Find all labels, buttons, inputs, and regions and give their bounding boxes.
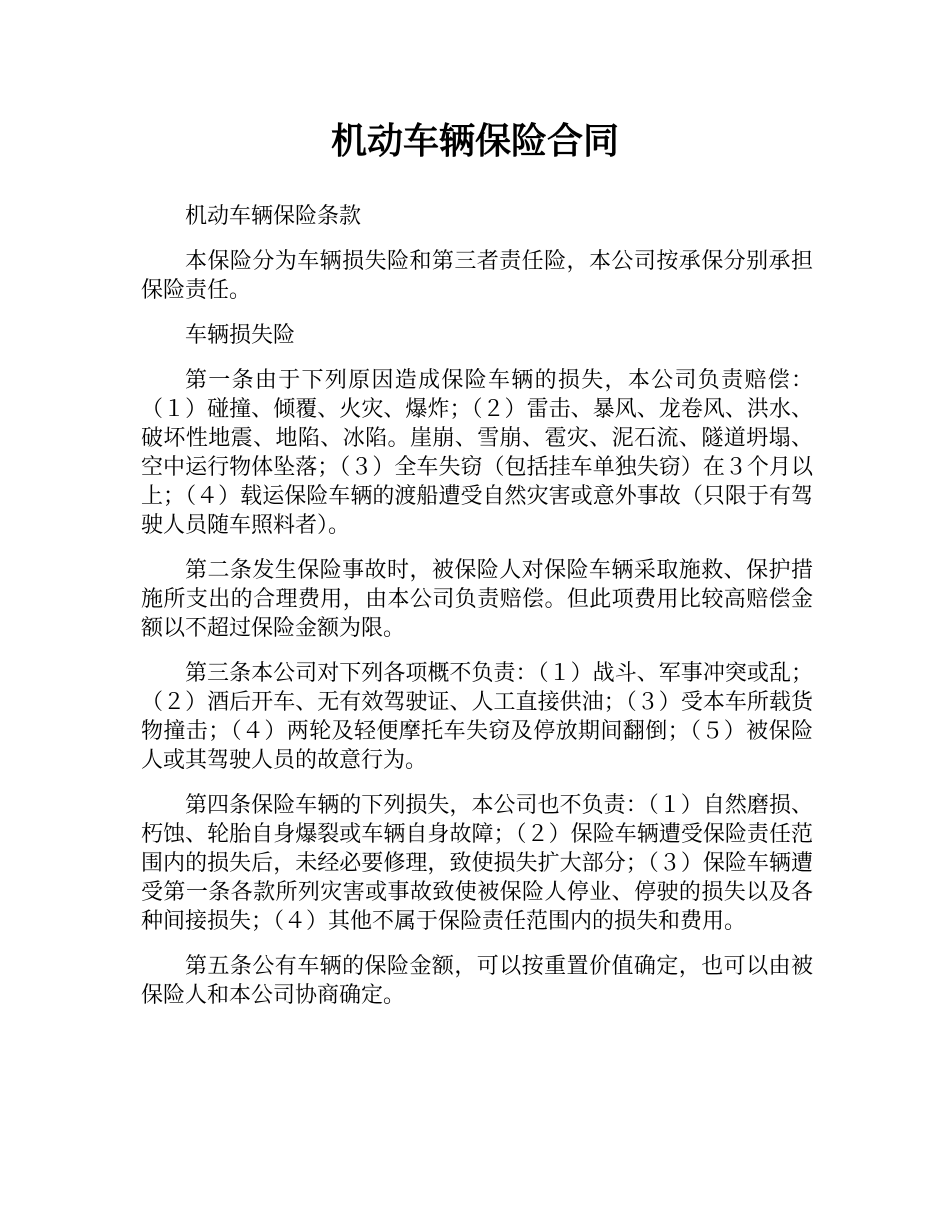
article-3-paragraph: 第三条本公司对下列各项概不负责：（１）战斗、军事冲突或乱；（２）酒后开车、无有效驾驶证、人工直接供油；（３）受本车所载货物撞击；（４）两轮及轻便摩托车失窃及停放期间翻倒；（５）被保险人或其驾驶人员的故意行为。 (141, 661, 813, 773)
section-heading-vehicle-loss: 车辆损失险 (185, 323, 296, 348)
article-2-paragraph: 第二条发生保险事故时，被保险人对保险车辆采取施救、保护措施所支出的合理费用，由本公司负责赔偿。但此项费用比较高赔偿金额以不超过保险金额为限。 (141, 558, 813, 641)
document-body (141, 202, 813, 1026)
article-1-paragraph: 第一条由于下列原因造成保险车辆的损失，本公司负责赔偿：（１）碰撞、倾覆、火灾、爆炸；（２）雷击、暴风、龙卷风、洪水、破坏性地震、地陷、冰陷。崖崩、雪崩、雹灾、泥石流、隧道坍塌、空中运行物体坠落；（３）全车失窃（包括挂车单独失窃）在３个月以上；（４）载运保险车辆的渡船遭受自然灾害或意外事故（只限于有驾驶人员随车照料者）。 (141, 368, 813, 538)
article-5-paragraph: 第五条公有车辆的保险金额，可以按重置价值确定，也可以由被保险人和本公司协商确定。 (141, 954, 813, 1008)
article-4-paragraph: 第四条保险车辆的下列损失，本公司也不负责：（１）自然磨损、朽蚀、轮胎自身爆裂或车辆自身故障；（２）保险车辆遭受保险责任范围内的损失后，未经必要修理，致使损失扩大部分；（３）保险车辆遭受第一条各款所列灾害或事故致使被保险人停业、停驶的损失以及各种间接损失；（４）其他不属于保险责任范围内的损失和费用。 (141, 793, 813, 934)
section-heading-clauses: 机动车辆保险条款 (185, 204, 362, 229)
intro-paragraph: 本保险分为车辆损失险和第三者责任险，本公司按承保分别承担保险责任。 (141, 249, 813, 303)
document-title: 机动车辆保险合同 (330, 121, 619, 162)
